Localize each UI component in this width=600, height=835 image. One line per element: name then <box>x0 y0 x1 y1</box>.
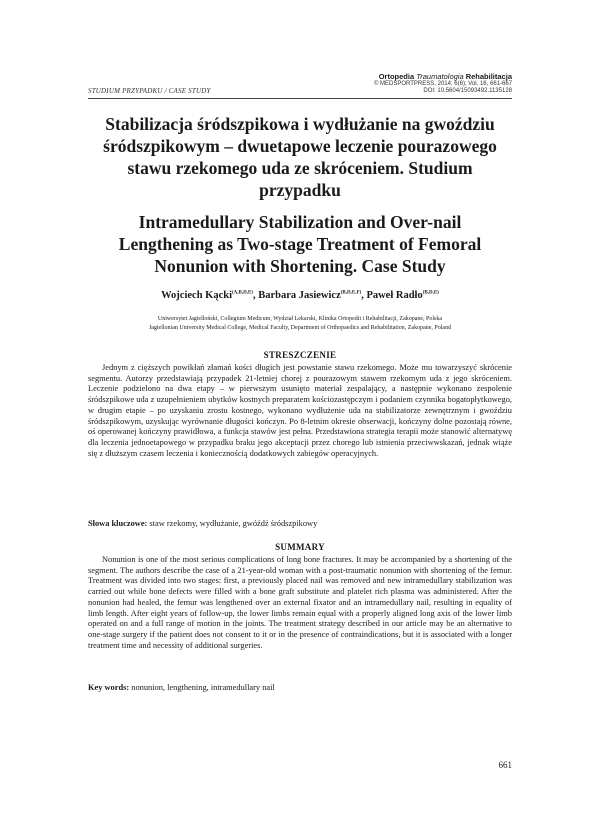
keywords-values: staw rzekomy, wydłużanie, gwóźdź śródszpikowy <box>149 519 318 528</box>
author-name: Wojciech Kącki <box>161 290 232 301</box>
summary-heading: SUMMARY <box>275 542 325 552</box>
journal-name <box>379 72 512 81</box>
journal-name-bold: Ortopedia <box>378 72 415 81</box>
author-name: Paweł Radło <box>366 290 423 301</box>
author-separator: , <box>361 290 367 301</box>
author-contribution: (A,B,D,E) <box>232 290 253 296</box>
header-divider <box>88 98 512 99</box>
author-contribution: (B,D,E,F) <box>340 290 362 296</box>
publisher-line: © MEDSPORTPRESS, 2014; 6(6); Vol. 16, 661-667 <box>373 81 512 87</box>
keywords-polish <box>88 519 512 530</box>
title-english: Intramedullary Stabilization and Over-nail Lengthening as Two-stage Treatment of Femoral Nonunion with Shortening. Case Study <box>118 212 482 276</box>
journal-name-italic: Traumatologia <box>416 72 464 81</box>
author-contribution: (B,D,E) <box>422 290 439 296</box>
page-number: 661 <box>498 760 512 770</box>
affiliation-english: Jagiellonian University Medical College, Medical Faculty, Department of Orthopaedics and Rehabilitation, Zakopane, Poland <box>148 325 452 331</box>
author-separator: , <box>252 290 259 301</box>
keywords-english <box>88 683 512 694</box>
keywords-values: nonunion, lengthening, intramedullary nail <box>131 683 275 692</box>
author-name: Barbara Jasiewicz <box>258 290 341 301</box>
title-polish: Stabilizacja śródszpikowa i wydłużanie na gwoździu śródszpikowym – dwuetapowe leczenie pourazowego stawu rzekomego uda ze skróceniem. Studium przypadku <box>103 114 497 200</box>
author-list <box>88 290 512 301</box>
journal-name-rest: Rehabilitacja <box>465 72 512 81</box>
summary-text: Nonunion is one of the most serious complications of long bone fractures. It may be accompanied by a shortening of the segment. The authors describe the case of a 21-year-old woman with a post-traumatic nonunion with shortening of the femur. Treatment was divided into two stages: first, a previously placed nail was removed and new intramedullary stabilization was carried out while bone defects were filled with a bone graft substitute and platelet rich plasma was administered. After the nonunion had healed, the femur was lengthened over an external fixator and an intramedullary nail, resulting in equality of limb length. After eight years of follow-up, the lower limbs remain equal with a properly aligned long axis of the lower limb operated on and a full range of motion in the joints. The treatment strategy described in our article may be an alternative to one-stage surgery if the patient does not consent to it or in the presence of contraindications, but it is associated with a longer treatment time and necessity of additional surgeries. <box>88 555 512 650</box>
affiliations <box>98 315 502 333</box>
doi-line: DOI: 10.5604/15093492.1135128 <box>423 88 512 95</box>
streszczenie-text: Jednym z cięższych powikłań złamań kości długich jest powstanie stawu rzekomego. Może mu towarzyszyć skrócenie segmentu. Autorzy przedstawiają przypadek 21-letniej chorej z pourazowym stawem rzekomym uda z jego skróceniem. Leczenie podzielono na dwa etapy – w pierwszym usunięto materiał zespalający, a następnie wykonano zespolenie śródszpikowe uda z uzupełnieniem ubytków kostnych preparatem kościozastępczym i podaniem czynnika bogatopłytkowego, w drugim etapie – po uzyskaniu zrostu kostnego, wykonano wydłużenie uda na stabilizatorze zewnętrznym i gwoździu śródszpikowym, uzyskując wyrównanie długości kończyn. Po 8-letnim okresie obserwacji, kończyny dolne pozostają równe, oś operowanej kończyny prawidłowa, a funkcja stawów jest pełna. Przedstawiona strategia terapii może stanowić alternatywę dla leczenia jednoetapowego w przypadku braku jego akceptacji przez chorego lub istnienia przeciwwskazań, jednak wiąże się z dłuższym czasem leczenia i koniecznością dodatkowych zabiegów operacyjnych. <box>88 363 512 458</box>
affiliation-polish: Uniwersytet Jagielloński, Collegium Medicum, Wydział Lekarski, Klinika Ortopedii i Rehabilitacji, Zakopane, Polska <box>157 316 443 322</box>
streszczenie-heading: STRESZCZENIE <box>263 350 337 360</box>
keywords-label: Słowa kluczowe: <box>88 519 148 528</box>
publication-info <box>374 81 512 95</box>
keywords-label: Key words: <box>88 683 130 692</box>
section-label: STUDIUM PRZYPADKU / CASE STUDY <box>88 87 211 95</box>
